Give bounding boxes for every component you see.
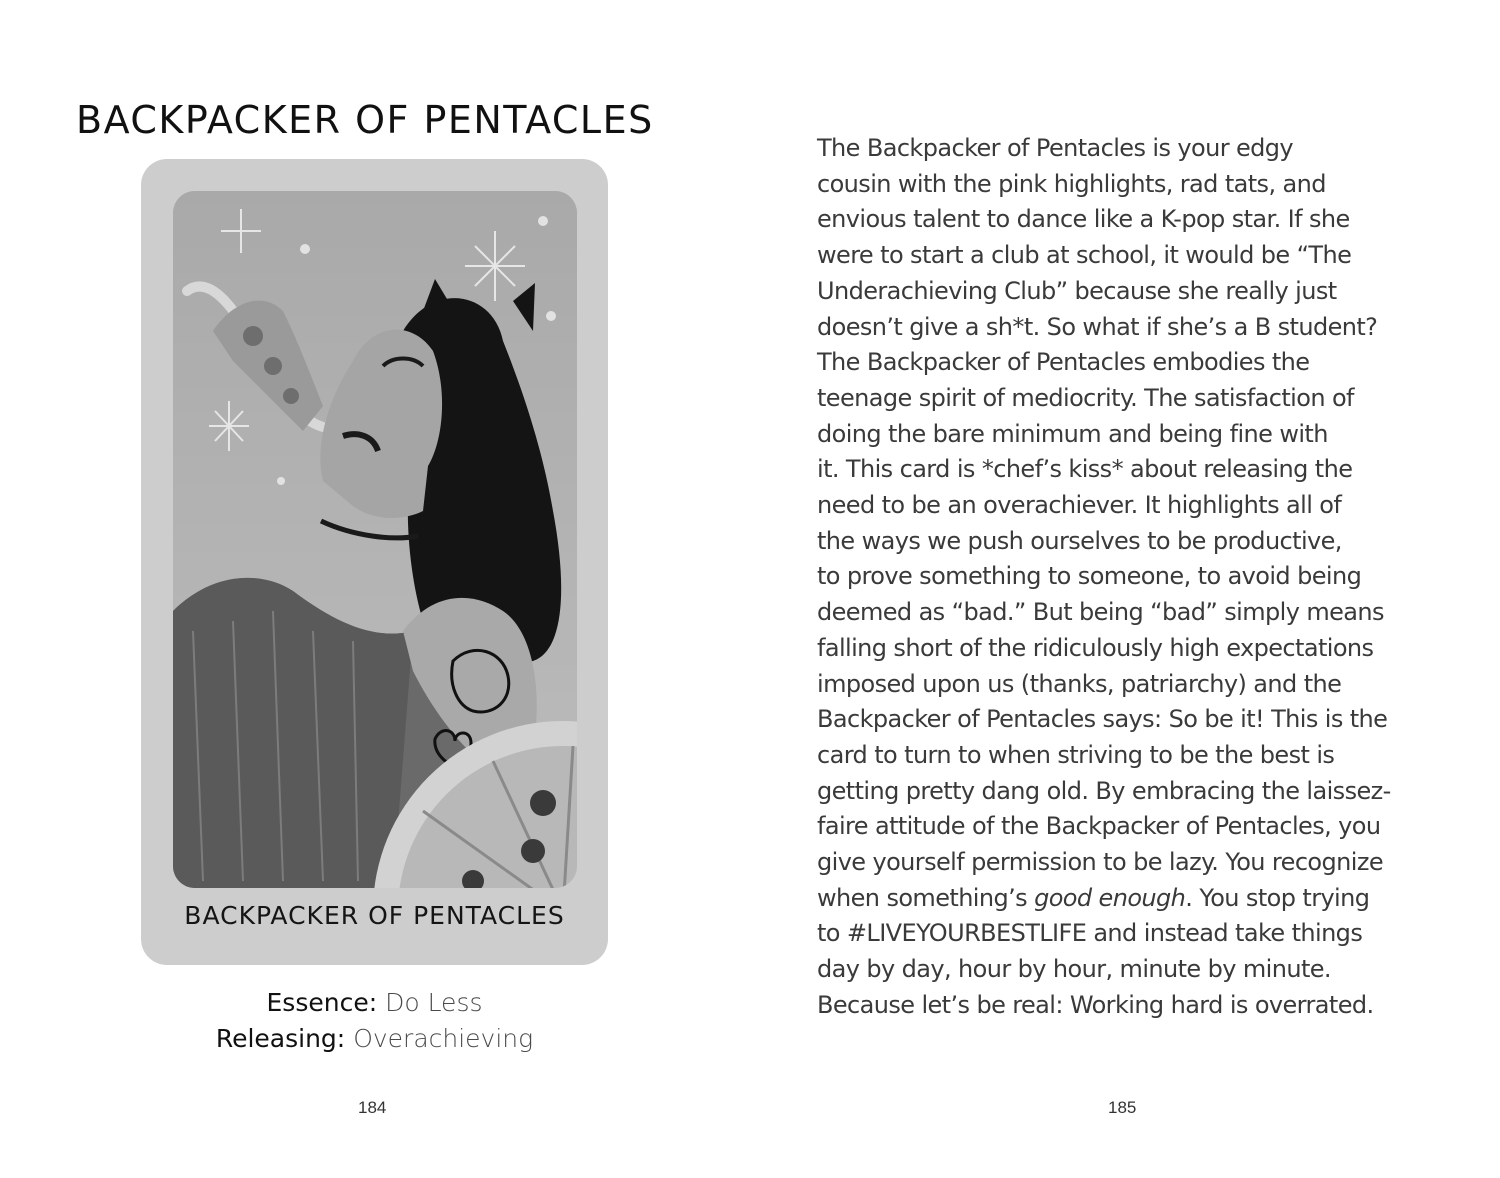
essence-value: Do Less bbox=[385, 988, 483, 1017]
emphasis-text: good enough bbox=[1034, 883, 1186, 912]
text-line: cousin with the pink highlights, rad tats, and bbox=[817, 169, 1326, 198]
body-text bbox=[817, 131, 1457, 1024]
text-line: it. This card is *chef’s kiss* about releasing the bbox=[817, 455, 1353, 484]
text-line: The Backpacker of Pentacles is your edgy bbox=[817, 134, 1294, 162]
card-caption: BACKPACKER OF PENTACLES bbox=[184, 901, 565, 930]
text-line: Because let’s be real: Working hard is overrated. bbox=[817, 990, 1374, 1019]
essence-line bbox=[141, 985, 608, 1021]
text-line: Underachieving Club” because she really just bbox=[817, 276, 1337, 305]
essence-label: Essence: bbox=[266, 988, 378, 1017]
releasing-line bbox=[141, 1021, 608, 1057]
text-line: to prove something to someone, to avoid being bbox=[817, 562, 1362, 591]
text-fragment: when something’s bbox=[817, 883, 1035, 912]
text-line: were to start a club at school, it would be “The bbox=[817, 241, 1352, 270]
text-line: deemed as “bad.” But being “bad” simply means bbox=[817, 598, 1384, 627]
text-line: The Backpacker of Pentacles embodies the bbox=[817, 348, 1310, 377]
woman-smoking-illustration-icon bbox=[173, 191, 577, 888]
text-line-emphasis bbox=[817, 881, 1457, 917]
text-line: falling short of the ridiculously high expectations bbox=[817, 633, 1374, 662]
card-attributes bbox=[141, 985, 608, 1057]
text-line: imposed upon us (thanks, patriarchy) and the bbox=[817, 669, 1342, 698]
text-line: envious talent to dance like a K-pop star. If she bbox=[817, 205, 1350, 234]
page-number-left: 184 bbox=[358, 1098, 387, 1117]
text-line: card to turn to when striving to be the best is bbox=[817, 740, 1335, 769]
text-line: day by day, hour by hour, minute by minute. bbox=[817, 955, 1331, 984]
text-fragment: . You stop trying bbox=[1185, 883, 1370, 912]
text-line: need to be an overachiever. It highlights all of bbox=[817, 491, 1342, 520]
text-line: to #LIVEYOURBESTLIFE and instead take things bbox=[817, 919, 1363, 948]
text-line: getting pretty dang old. By embracing the laissez- bbox=[817, 776, 1391, 805]
text-line: doesn’t give a sh*t. So what if she’s a B student? bbox=[817, 312, 1378, 341]
releasing-label: Releasing: bbox=[215, 1024, 346, 1053]
tarot-card bbox=[141, 159, 608, 965]
text-line: faire attitude of the Backpacker of Pentacles, you bbox=[817, 812, 1381, 841]
text-line: give yourself permission to be lazy. You recognize bbox=[817, 848, 1383, 877]
text-line: teenage spirit of mediocrity. The satisfaction of bbox=[817, 383, 1354, 412]
text-line: doing the bare minimum and being fine with bbox=[817, 419, 1328, 448]
text-line: the ways we push ourselves to be productive, bbox=[817, 526, 1342, 555]
page-title: BACKPACKER OF PENTACLES bbox=[76, 98, 654, 142]
page-number-right: 185 bbox=[1108, 1098, 1137, 1117]
text-line: Backpacker of Pentacles says: So be it! This is the bbox=[817, 705, 1388, 734]
releasing-value: Overachieving bbox=[353, 1024, 534, 1053]
